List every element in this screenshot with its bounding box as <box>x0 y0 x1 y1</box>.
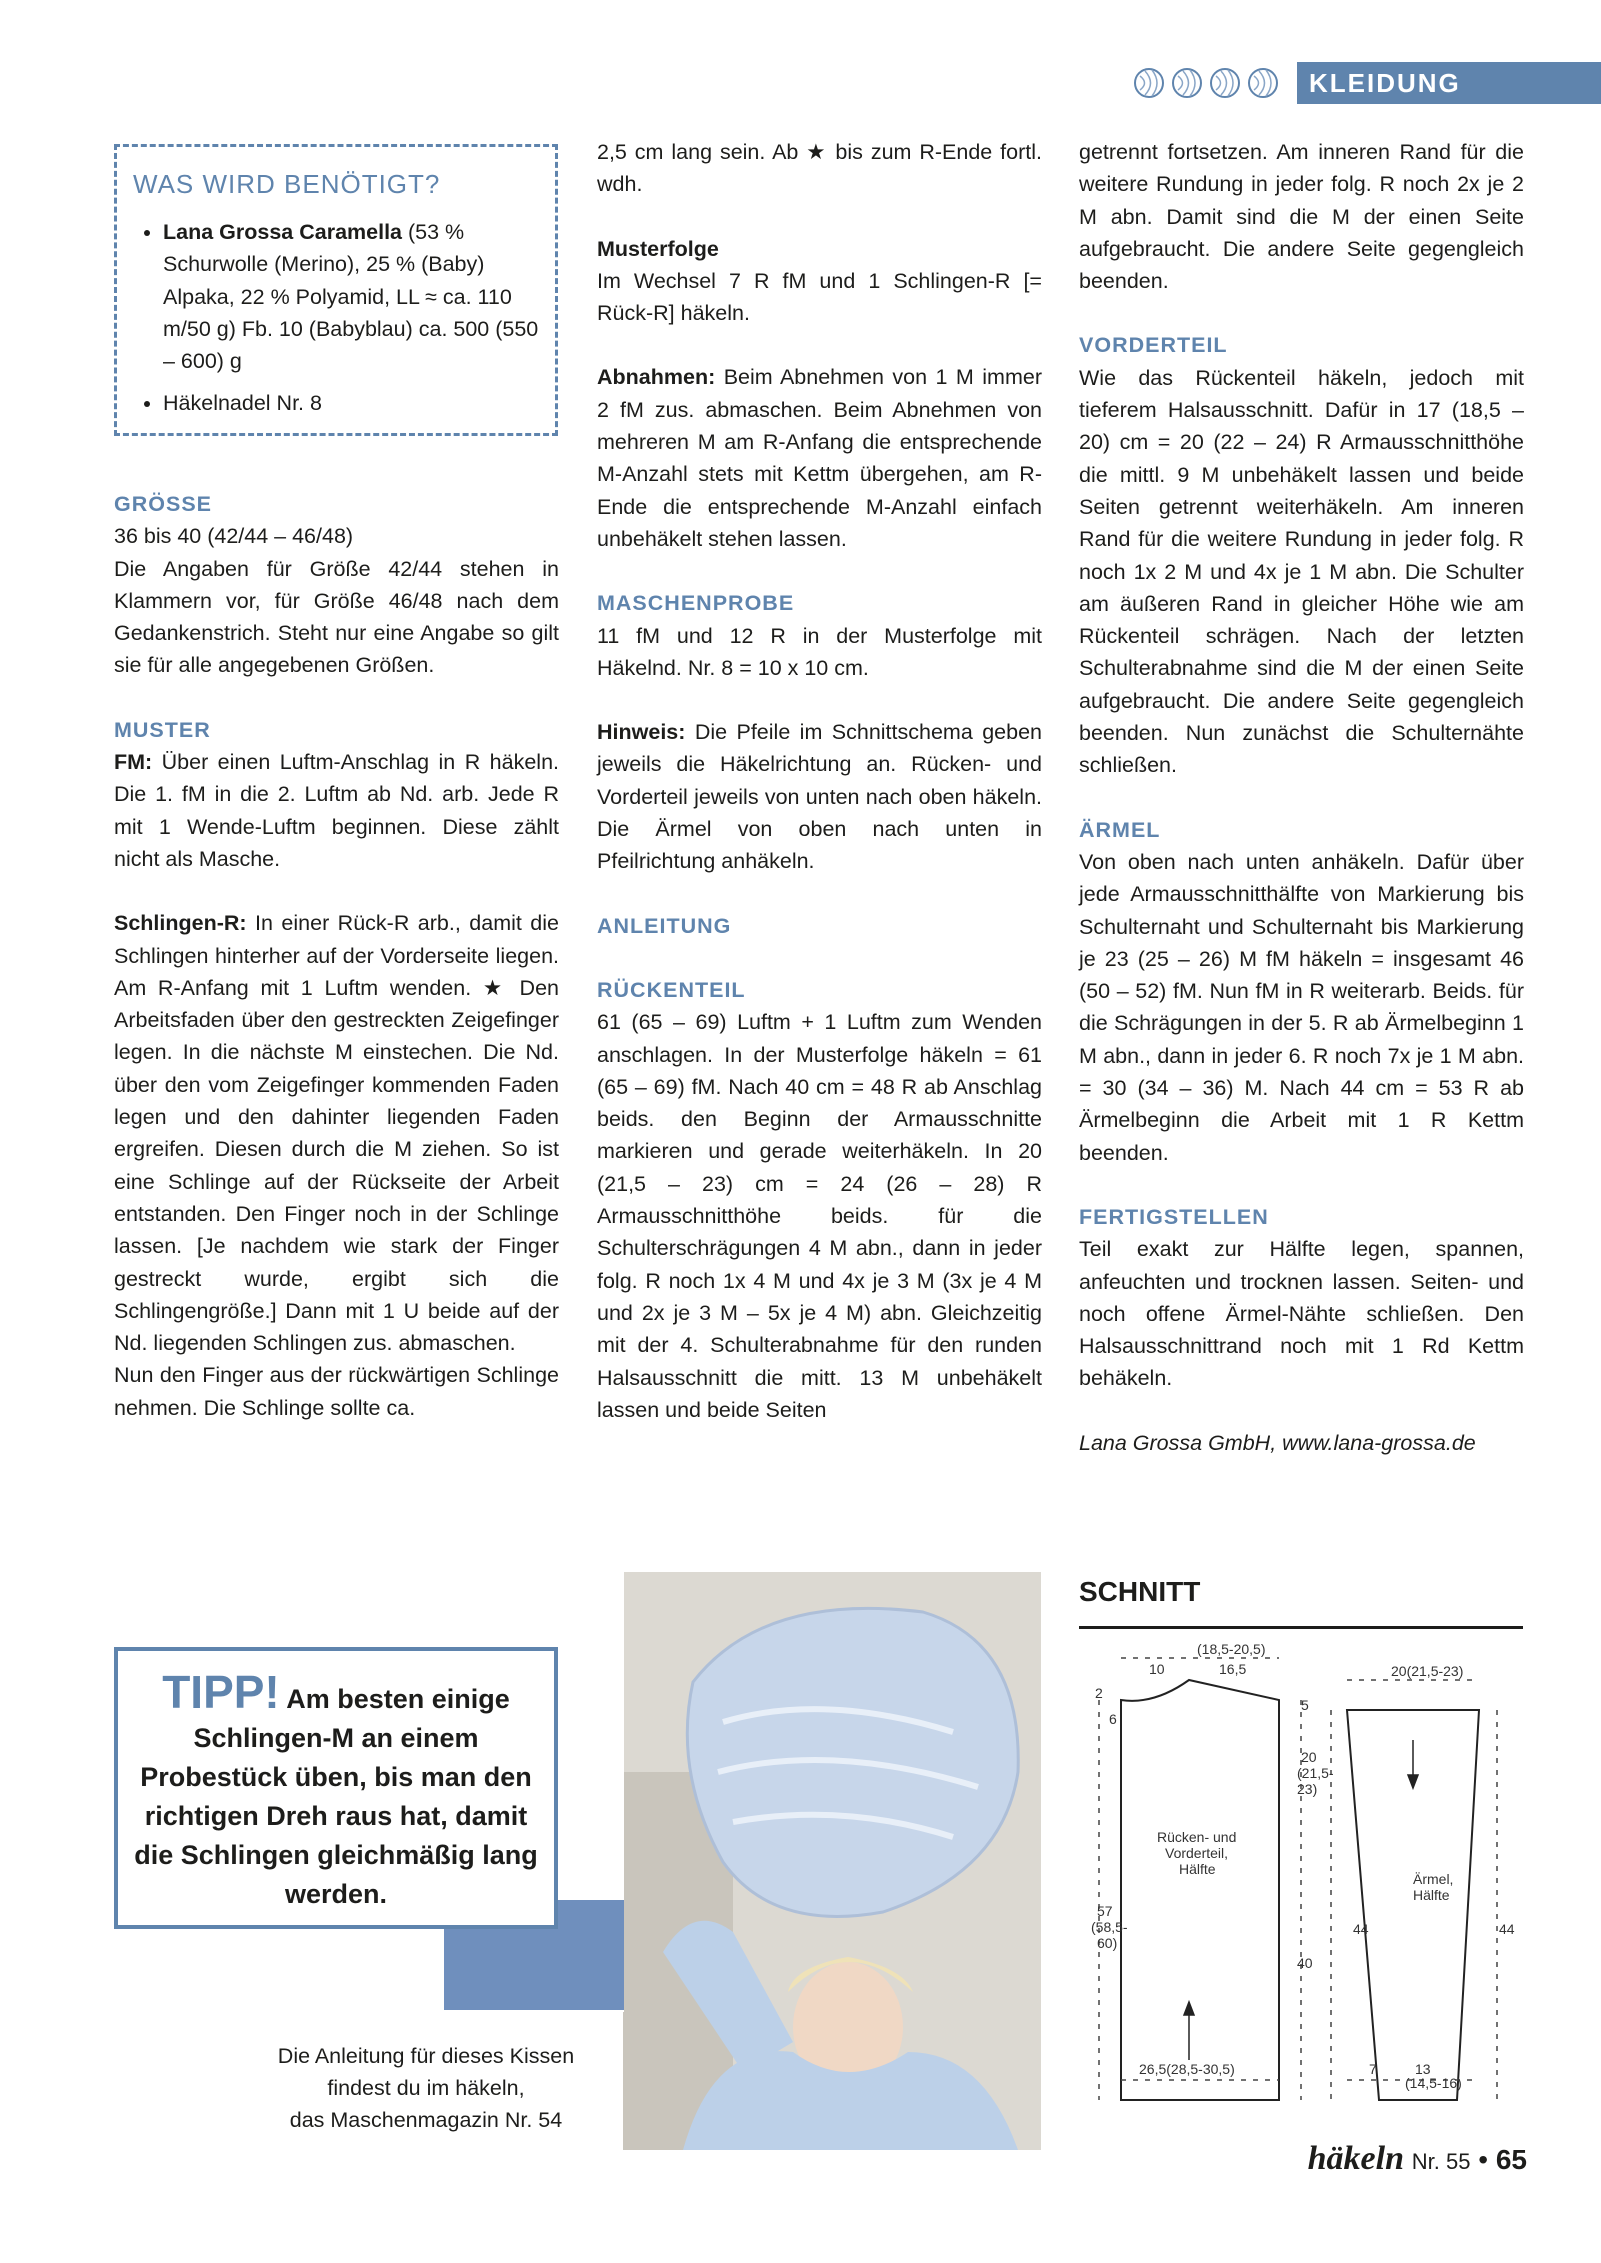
dimension-label: 7 <box>1369 2061 1377 2077</box>
photo-caption: Die Anleitung für dieses Kissen findest du im häkeln, das Maschenmagazin Nr. 54 <box>277 2044 575 2132</box>
magazine-name: häkeln <box>1307 2140 1404 2177</box>
text-column-2 <box>597 136 1042 1426</box>
dimension-label: 60) <box>1097 1935 1118 1951</box>
section-heading: MASCHENPROBE <box>597 591 795 616</box>
dimension-label: 26,5(28,5-30,5) <box>1139 2061 1235 2077</box>
dimension-label: 5 <box>1301 1697 1309 1713</box>
paragraph: Abnahmen: Beim Abnehmen von 1 M immer 2 fM zus. abmaschen. Beim Abnehmen von mehreren M am R-Anfang die entsprechende M-Anzahl stets mit Kettm übergehen, am R-Ende die entsprechende M-Anzahl einfach unbehäkelt stehen lassen. <box>597 365 1042 551</box>
page-number: 65 <box>1495 2144 1527 2175</box>
product-photo <box>623 1572 1041 2150</box>
dimension-label: (14,5-16) <box>1405 2075 1462 2091</box>
dimension-label: 44 <box>1499 1921 1515 1937</box>
dimension-label: 20 <box>1301 1749 1317 1765</box>
dimension-label: 13 <box>1415 2061 1431 2077</box>
paragraph: 36 bis 40 (42/44 – 46/48) <box>114 524 354 549</box>
materials-list <box>133 216 539 420</box>
dimension-label: 20(21,5-23) <box>1391 1663 1464 1679</box>
divider <box>1079 1626 1523 1629</box>
section-heading: GRÖSSE <box>114 492 212 516</box>
credit: Lana Grossa GmbH, www.lana-grossa.de <box>1079 1430 1476 1455</box>
issue-number: Nr. 55 <box>1411 2149 1471 2174</box>
paragraph: FM: Über einen Luftm-Anschlag in R häkeln. Die 1. fM in die 2. Luftm ab Nd. arb. Jede R mit 1 Wende-Luftm beginnen. Diese zählt nicht als Masche. <box>114 750 559 871</box>
section-heading: ÄRMEL <box>1079 817 1161 842</box>
paragraph: 2,5 cm lang sein. Ab ★ bis zum R-Ende fortl. wdh. <box>597 140 1042 197</box>
dimension-label: 6 <box>1109 1711 1117 1727</box>
dimension-label: 16,5 <box>1219 1661 1247 1677</box>
tip-box <box>114 1647 558 1929</box>
section-tag: KLEIDUNG <box>1297 62 1601 104</box>
text-column-1 <box>114 488 559 1424</box>
dimension-label: (18,5-20,5) <box>1197 1641 1266 1657</box>
footer-bullet: • <box>1478 2144 1489 2175</box>
paragraph: Nun den Finger aus der rückwärtigen Schlinge nehmen. Die Schlinge sollte ca. <box>114 1363 559 1420</box>
yarn-balls-icon <box>1132 66 1292 100</box>
paragraph: Hinweis: Die Pfeile im Schnittschema geben jeweils die Häkelrichtung an. Rücken- und Vorderteil jeweils von unten nach oben häkeln. Die Ärmel von oben nach unten in Pfeilrichtung anhäkeln. <box>597 720 1042 874</box>
paragraph: getrennt fortsetzen. Am inneren Rand für die weitere Rundung in jeder folg. R noch 2x je 2 M abn. Damit sind die M der einen Seite aufgebraucht. Die andere Seite gegengleich beenden. <box>1079 140 1524 294</box>
diagram-label: Ärmel, <box>1413 1871 1454 1887</box>
section-heading: ANLEITUNG <box>597 913 732 938</box>
dimension-label: 44 <box>1353 1921 1369 1937</box>
body-piece-outline <box>1121 1680 1279 2100</box>
section-heading: MUSTER <box>114 717 211 742</box>
paragraph: Musterfolge <box>597 236 719 261</box>
section-heading: RÜCKENTEIL <box>597 977 746 1002</box>
materials-box <box>114 144 558 436</box>
diagram-label: Hälfte <box>1413 1887 1450 1903</box>
materials-title: WAS WIRD BENÖTIGT? <box>133 169 441 199</box>
pattern-diagram <box>1079 1640 1523 2110</box>
paragraph: Wie das Rückenteil häkeln, jedoch mit tieferem Halsausschnitt. Dafür in 17 (18,5 – 20) cm = 20 (22 – 24) R Armausschnitthöhe die mittl. 9 M unbehäkelt lassen und beide Seiten getrennt weiterhäkeln. Am inneren Rand für die weitere Rundung in jeder folg. R noch 1x 2 M und 4x je 1 M abn. Die Schulter am äußeren Rand in gleicher Höhe wie am Rückenteil schrägen. Nach der letzten Schulterabnahme sind die M der einen Seite aufgebraucht. Die andere Seite gegengleich beenden. Nun zunächst die Schulternähte schließen. <box>1079 365 1524 778</box>
paragraph: Schlingen-R: In einer Rück-R arb., damit die Schlingen hinterher auf der Vorderseite liegen. Am R-Anfang mit 1 Luftm wenden. ★ Den Arbeitsfaden über den gestreckten Zeigefinger legen. In die nächste M einstechen. Die Nd. über den vom Zeigefinger kommenden Faden legen und den dahinter liegenden Faden ergreifen. Diesen durch die M ziehen. So ist eine Schlinge auf der Rückseite der Arbeit entstanden. Den Finger noch in der Schlinge lassen. [Je nachdem wie stark der Finger gestreckt wurde, ergibt sich die Schlingengröße.] Dann mit 1 U beide auf der Nd. liegenden Schlingen zus. abmaschen. <box>114 911 559 1356</box>
diagram-label: Hälfte <box>1179 1861 1216 1877</box>
schnitt-title: SCHNITT <box>1079 1576 1201 1607</box>
paragraph: 61 (65 – 69) Luftm + 1 Luftm zum Wenden anschlagen. In der Musterfolge häkeln = 61 (65 – 69) fM. Nach 40 cm = 48 R ab Anschlag beids. den Beginn der Armausschnitte markieren und gerade weiterhäkeln. In 20 (21,5 – 23) cm = 24 (26 – 28) R Armausschnitthöhe beids. für die Schulterschrägungen 4 M abn., dann in jeder folg. R noch 1x 4 M und 4x je 3 M (3x je 4 M und 2x je 3 M – 5x je 4 M) abn. Gleichzeitig mit der 4. Schulterabnahme für den runden Halsausschnitt die mitt. 13 M unbehäkelt lassen und beide Seiten <box>597 1010 1042 1422</box>
list-item: • Häkelnadel Nr. 8 <box>163 387 539 419</box>
tip-text: Am besten einige Schlingen-M an einem Probestück üben, bis man den richtigen Dreh raus hat, damit die Schlingen gleichmäßig lang werden. <box>134 1684 538 1909</box>
paragraph: Die Angaben für Größe 42/44 stehen in Klammern vor, für Größe 46/48 nach dem Gedankenstrich. Steht nur eine Angabe so gilt sie für alle angegebenen Größen. <box>114 556 559 678</box>
dimension-label: (58,5- <box>1091 1919 1128 1935</box>
dimension-label: 2 <box>1095 1685 1103 1701</box>
dimension-label: 10 <box>1149 1661 1165 1677</box>
diagram-label: Vorderteil, <box>1165 1845 1229 1861</box>
paragraph: Teil exakt zur Hälfte legen, spannen, anfeuchten und trocknen lassen. Seiten- und noch offene Ärmel-Nähte schließen. Den Halsausschnittrand noch mit 1 Rd Kettm behäkeln. <box>1079 1237 1524 1391</box>
section-heading: FERTIGSTELLEN <box>1079 1204 1269 1229</box>
tip-heading: TIPP! <box>162 1666 280 1718</box>
text-column-3 <box>1079 136 1524 1459</box>
section-heading: VORDERTEIL <box>1079 333 1228 358</box>
photo-illustration <box>623 1572 1041 2150</box>
diagram-label: Rücken- und <box>1157 1829 1237 1845</box>
paragraph: Von oben nach unten anhäkeln. Dafür über jede Armausschnitthälfte von Markierung bis Schulternaht und Schulternaht bis Markierung je 23 (25 – 26) M fM häkeln = insgesamt 46 (50 – 52) fM. Nun fM in R weiterarb. Beids. für die Schrägungen in der 5. R ab Ärmelbeginn 1 M abn., dann in jeder 6. R noch 7x je 1 M abn. = 30 (34 – 36) M. Nach 44 cm = 53 R ab Ärmelbeginn die Arbeit mit 1 R Kettm beenden. <box>1079 849 1524 1165</box>
dimension-label: 40 <box>1297 1955 1313 1971</box>
paragraph: Im Wechsel 7 R fM und 1 Schlingen-R [= Rück-R] häkeln. <box>597 268 1042 326</box>
dimension-label: 57 <box>1097 1903 1113 1919</box>
dimension-label: (21,5- <box>1297 1765 1334 1781</box>
page-footer <box>1308 2140 1527 2178</box>
list-item: • Lana Grossa Caramella (53 % Schurwolle (Merino), 25 % (Baby) Alpaka, 22 % Polyamid, LL ≈ ca. 110 m/50 g) Fb. 10 (Babyblau) ca. 500 (550 – 600) g <box>163 216 539 377</box>
dimension-label: 23) <box>1297 1781 1318 1797</box>
paragraph: 11 fM und 12 R in der Musterfolge mit Häkelnd. Nr. 8 = 10 x 10 cm. <box>597 623 1042 680</box>
